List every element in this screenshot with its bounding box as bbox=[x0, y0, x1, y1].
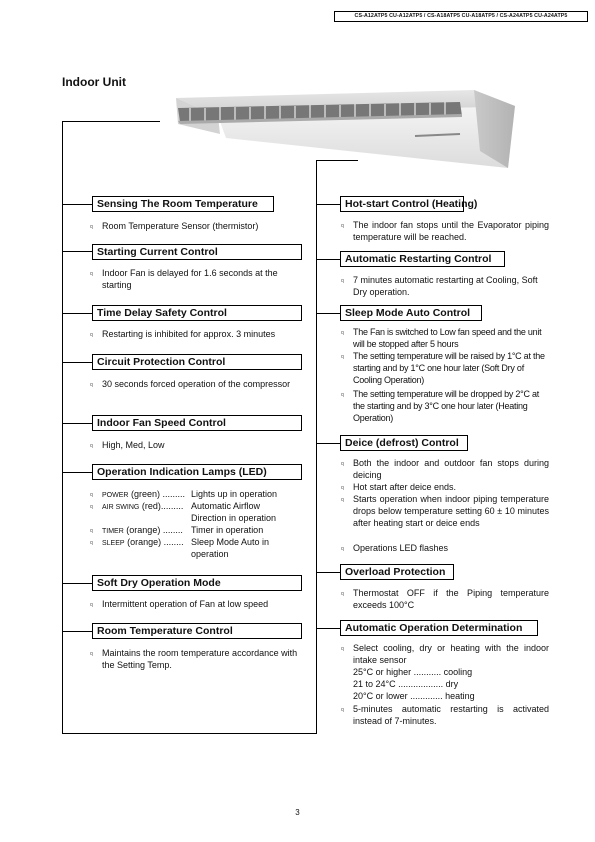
section-title-automatic-operation-determination: Automatic Operation Determination bbox=[340, 620, 538, 636]
bullet-mark: q bbox=[341, 591, 344, 597]
lamp-description: Sleep Mode Auto in bbox=[191, 537, 270, 547]
lamp-label: POWER (green) ......... bbox=[102, 489, 186, 499]
bullet-mark: q bbox=[341, 223, 344, 229]
list-item: q 5-minutes automatic restarting is activated instead of 7-minutes. bbox=[341, 704, 549, 726]
connector bbox=[62, 313, 92, 314]
lamp-label: SLEEP (orange) ........ bbox=[102, 537, 184, 547]
temperature-row: 20°C or lower ............. heating bbox=[353, 691, 475, 701]
list-item: q 7 minutes automatic restarting at Cooling, Soft Dry operation. bbox=[341, 275, 538, 297]
section-title-room-temperature-control: Room Temperature Control bbox=[92, 623, 302, 639]
list-item: q Both the indoor and outdoor fan stops during deicing bbox=[341, 458, 549, 480]
bullet-mark: q bbox=[90, 540, 93, 546]
lamp-description-cont: operation bbox=[191, 549, 229, 559]
bullet-mark: q bbox=[341, 278, 344, 284]
bullet-mark: q bbox=[90, 271, 93, 277]
page-title: Indoor Unit bbox=[62, 75, 126, 89]
temperature-row: 21 to 24°C .................. dry bbox=[353, 679, 459, 689]
bullet-mark: q bbox=[90, 492, 93, 498]
section-title-sensing-room-temperature: Sensing The Room Temperature bbox=[92, 196, 274, 212]
list-item: q Thermostat OFF if the Piping temperature exceeds 100°C bbox=[341, 588, 549, 610]
list-item: q Maintains the room temperature accordance with the Setting Temp. bbox=[90, 648, 298, 670]
bullet-mark: q bbox=[341, 330, 344, 336]
bullet-mark: q bbox=[341, 354, 344, 360]
section-title-overload-protection: Overload Protection bbox=[340, 564, 454, 580]
list-item: q Operations LED flashes bbox=[341, 543, 449, 553]
connector bbox=[316, 259, 340, 260]
bullet-mark: q bbox=[341, 646, 344, 652]
connector bbox=[316, 204, 340, 205]
connector bbox=[62, 204, 92, 205]
page-number: 3 bbox=[295, 808, 300, 817]
lamp-description: Timer in operation bbox=[191, 525, 264, 535]
connector bbox=[62, 362, 92, 363]
section-title-automatic-restarting-control: Automatic Restarting Control bbox=[340, 251, 505, 267]
lamp-description-cont: Direction in operation bbox=[191, 513, 277, 523]
list-item: q The indoor fan stops until the Evaporator piping temperature will be reached. bbox=[341, 220, 549, 242]
lamp-label: AIR SWING (red)......... bbox=[102, 501, 184, 511]
bullet-mark: q bbox=[90, 528, 93, 534]
connector bbox=[62, 251, 92, 252]
connector bbox=[62, 472, 92, 473]
left-frame-line bbox=[62, 121, 63, 733]
lamp-label: TIMER (orange) ........ bbox=[102, 525, 183, 535]
connector bbox=[316, 443, 340, 444]
bullet-mark: q bbox=[90, 651, 93, 657]
list-item: q Select cooling, dry or heating with the indoor intake sensor bbox=[341, 643, 549, 665]
list-item: q The Fan is switched to Low fan speed and the unit will be stopped after 5 hours bbox=[341, 327, 542, 349]
bullet-mark: q bbox=[90, 332, 93, 338]
section-title-indoor-fan-speed-control: Indoor Fan Speed Control bbox=[92, 415, 302, 431]
list-item: q The setting temperature will be dropped by 2°C at the starting and by 3°C one hour later (Heating Operation) bbox=[341, 389, 539, 423]
section-title-time-delay-safety-control: Time Delay Safety Control bbox=[92, 305, 302, 321]
lamp-description: Automatic Airflow bbox=[191, 501, 261, 511]
connector bbox=[316, 572, 340, 573]
bullet-mark: q bbox=[90, 224, 93, 230]
connector bbox=[316, 313, 340, 314]
bullet-mark: q bbox=[341, 546, 344, 552]
bullet-mark: q bbox=[90, 382, 93, 388]
bullet-mark: q bbox=[90, 602, 93, 608]
list-item: q Intermittent operation of Fan at low speed bbox=[90, 599, 269, 609]
list-item: q 30 seconds forced operation of the compressor bbox=[90, 379, 291, 389]
section-title-operation-indication-lamps: Operation Indication Lamps (LED) bbox=[92, 464, 302, 480]
list-item: q The setting temperature will be raised by 1°C at the starting and by 1°C one hour later (Soft Dry of Cooling Operation) bbox=[341, 351, 545, 385]
section-title-sleep-mode-auto-control: Sleep Mode Auto Control bbox=[340, 305, 482, 321]
list-item: q High, Med, Low bbox=[90, 440, 165, 450]
connector bbox=[316, 628, 340, 629]
model-number-header: CS-A12ATP5 CU-A12ATP5 / CS-A18ATP5 CU-A18ATP5 / CS-A24ATP5 CU-A24ATP5 bbox=[334, 11, 588, 22]
list-item: q Hot start after deice ends. bbox=[341, 482, 457, 492]
bullet-mark: q bbox=[90, 443, 93, 449]
section-title-starting-current-control: Starting Current Control bbox=[92, 244, 302, 260]
bottom-frame-line bbox=[62, 733, 316, 734]
right-frame-top bbox=[316, 160, 358, 161]
list-item: q Indoor Fan is delayed for 1.6 seconds at the starting bbox=[90, 268, 278, 290]
bullet-mark: q bbox=[90, 504, 93, 510]
connector bbox=[62, 583, 92, 584]
section-title-deice-control: Deice (defrost) Control bbox=[340, 435, 468, 451]
section-title-hot-start-control: Hot-start Control (Heating) bbox=[340, 196, 464, 212]
lamp-description: Lights up in operation bbox=[191, 489, 278, 499]
right-frame-line bbox=[316, 160, 317, 734]
connector bbox=[62, 631, 92, 632]
list-item: q Room Temperature Sensor (thermistor) bbox=[90, 221, 259, 231]
list-item: q Starts operation when indoor piping temperature drops below temperature setting 60 ± 10 minutes after heating start or deice ends bbox=[341, 494, 549, 528]
left-frame-top bbox=[62, 121, 160, 122]
list-item: q Restarting is inhibited for approx. 3 minutes bbox=[90, 329, 276, 339]
section-title-circuit-protection-control: Circuit Protection Control bbox=[92, 354, 302, 370]
bullet-mark: q bbox=[341, 497, 344, 503]
section-title-soft-dry-operation-mode: Soft Dry Operation Mode bbox=[92, 575, 302, 591]
bullet-mark: q bbox=[341, 707, 344, 713]
temperature-row: 25°C or higher ........... cooling bbox=[353, 667, 473, 677]
bullet-mark: q bbox=[341, 485, 344, 491]
bullet-mark: q bbox=[341, 461, 344, 467]
connector bbox=[62, 423, 92, 424]
bullet-mark: q bbox=[341, 392, 344, 398]
